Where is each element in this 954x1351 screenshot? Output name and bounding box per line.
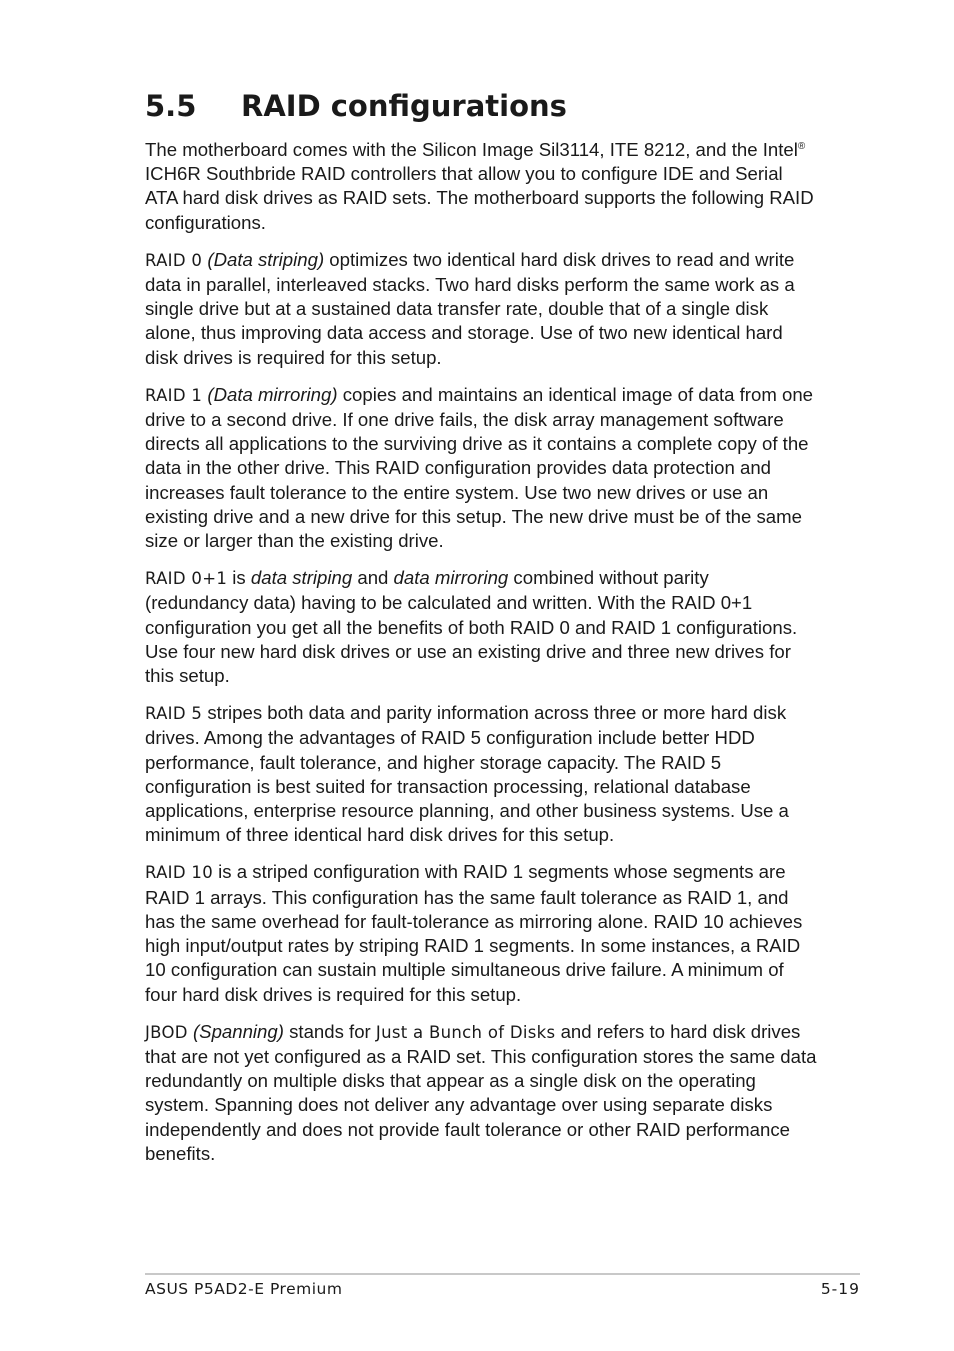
footer-product-name: ASUS P5AD2-E Premium <box>145 1280 343 1298</box>
footer-page-number: 5-19 <box>820 1280 860 1298</box>
jbod-italic: (Spanning) <box>192 1020 284 1042</box>
intro-paragraph <box>145 138 817 235</box>
raid10-text: is a striped configuration with RAID 1 segments whose segments are RAID 1 arrays. This configuration has the same fault tolerance as RAID 1, and has the same overhead for fault-tolerance as mirroring alone. RAID 10 achieves high input/output rates by striping RAID 1 segments. In some instances, a RAID 10 configuration can sustain multiple simultaneous drive failure. A minimum of four hard disk drives is required for this setup. <box>145 861 803 1005</box>
intro-text-1: The motherboard comes with the Silicon Image Sil3114, ITE 8212, and the Intel <box>145 139 798 160</box>
section-title: RAID configurations <box>241 89 567 123</box>
raid1-paragraph <box>145 383 817 553</box>
intro-text-2: ICH6R Southbride RAID controllers that allow you to configure IDE and Serial ATA hard disk drives as RAID sets. The motherboard supports the following RAID configurations. <box>145 163 814 233</box>
raid1-text: copies and maintains an identical image of data from one drive to a second drive. If one drive fails, the disk array management software directs all applications to the surviving drive as it contains a complete copy of the data in the other drive. This RAID configuration provides data protection and increases fault tolerance to the entire system. Use two new drives or use an existing drive and a new drive for this setup. The new drive must be of the same size or larger than the existing drive. <box>145 383 814 552</box>
raid0-paragraph <box>145 248 817 370</box>
raid01-text-3: combined without parity (redundancy data) having to be calculated and written. With the RAID 0+1 configuration you get all the benefits of both RAID 0 and RAID 1 configurations. Use four new hard disk drives or use an existing drive and three new drives for this setup. <box>145 567 798 687</box>
jbod-paragraph <box>145 1020 817 1166</box>
jbod-text-2: and refers to hard disk drives that are not yet configured as a RAID set. This configuration stores the same data redundantly on multiple disks that appear as a single disk on the operating system. Spanning does not deliver any advantage over using separate disks independently and does not provide fault tolerance or other RAID performance benefits. <box>145 1020 817 1164</box>
raid0-text: optimizes two identical hard disk drives to read and write data in parallel, interleaved stacks. Two hard disks perform the same work as a single drive but at a sustained data transfer rate, double that of a single disk alone, thus improving data access and storage. Use of two new identical hard disk drives is required for this setup. <box>145 248 795 368</box>
raid5-text: stripes both data and parity information across three or more hard disk drives. Among the advantages of RAID 5 configuration include better HDD performance, fault tolerance, and higher storage capacity. The RAID 5 configuration is best suited for transaction processing, relational database applications, enterprise resource planning, and other business systems. Use a minimum of three identical hard disk drives for this setup. <box>145 702 789 846</box>
jbod-term: JBOD <box>145 1022 188 1042</box>
raid01-italic-2: data mirroring <box>393 567 509 589</box>
page-body <box>145 138 817 1179</box>
raid0-term: RAID 0 <box>145 250 203 270</box>
raid01-text-1: is <box>227 567 251 589</box>
raid10-term: RAID 10 <box>145 863 213 883</box>
raid1-italic: (Data mirroring) <box>207 383 338 405</box>
footer-divider <box>145 1273 860 1275</box>
jbod-term-2: Just a Bunch of Disks <box>375 1022 556 1042</box>
registered-mark: ® <box>797 140 806 152</box>
raid10-paragraph <box>145 860 817 1006</box>
section-heading <box>145 86 567 126</box>
section-number: 5.5 <box>145 89 197 123</box>
raid01-italic-1: data striping <box>250 567 353 589</box>
raid0-italic: (Data striping) <box>207 248 325 270</box>
raid1-term: RAID 1 <box>145 385 203 405</box>
raid01-paragraph <box>145 566 817 688</box>
jbod-text-1: stands for <box>283 1020 376 1042</box>
raid5-paragraph <box>145 701 817 847</box>
raid01-term: RAID 0+1 <box>145 569 228 589</box>
raid5-term: RAID 5 <box>145 704 203 724</box>
raid01-text-2: and <box>352 567 394 589</box>
